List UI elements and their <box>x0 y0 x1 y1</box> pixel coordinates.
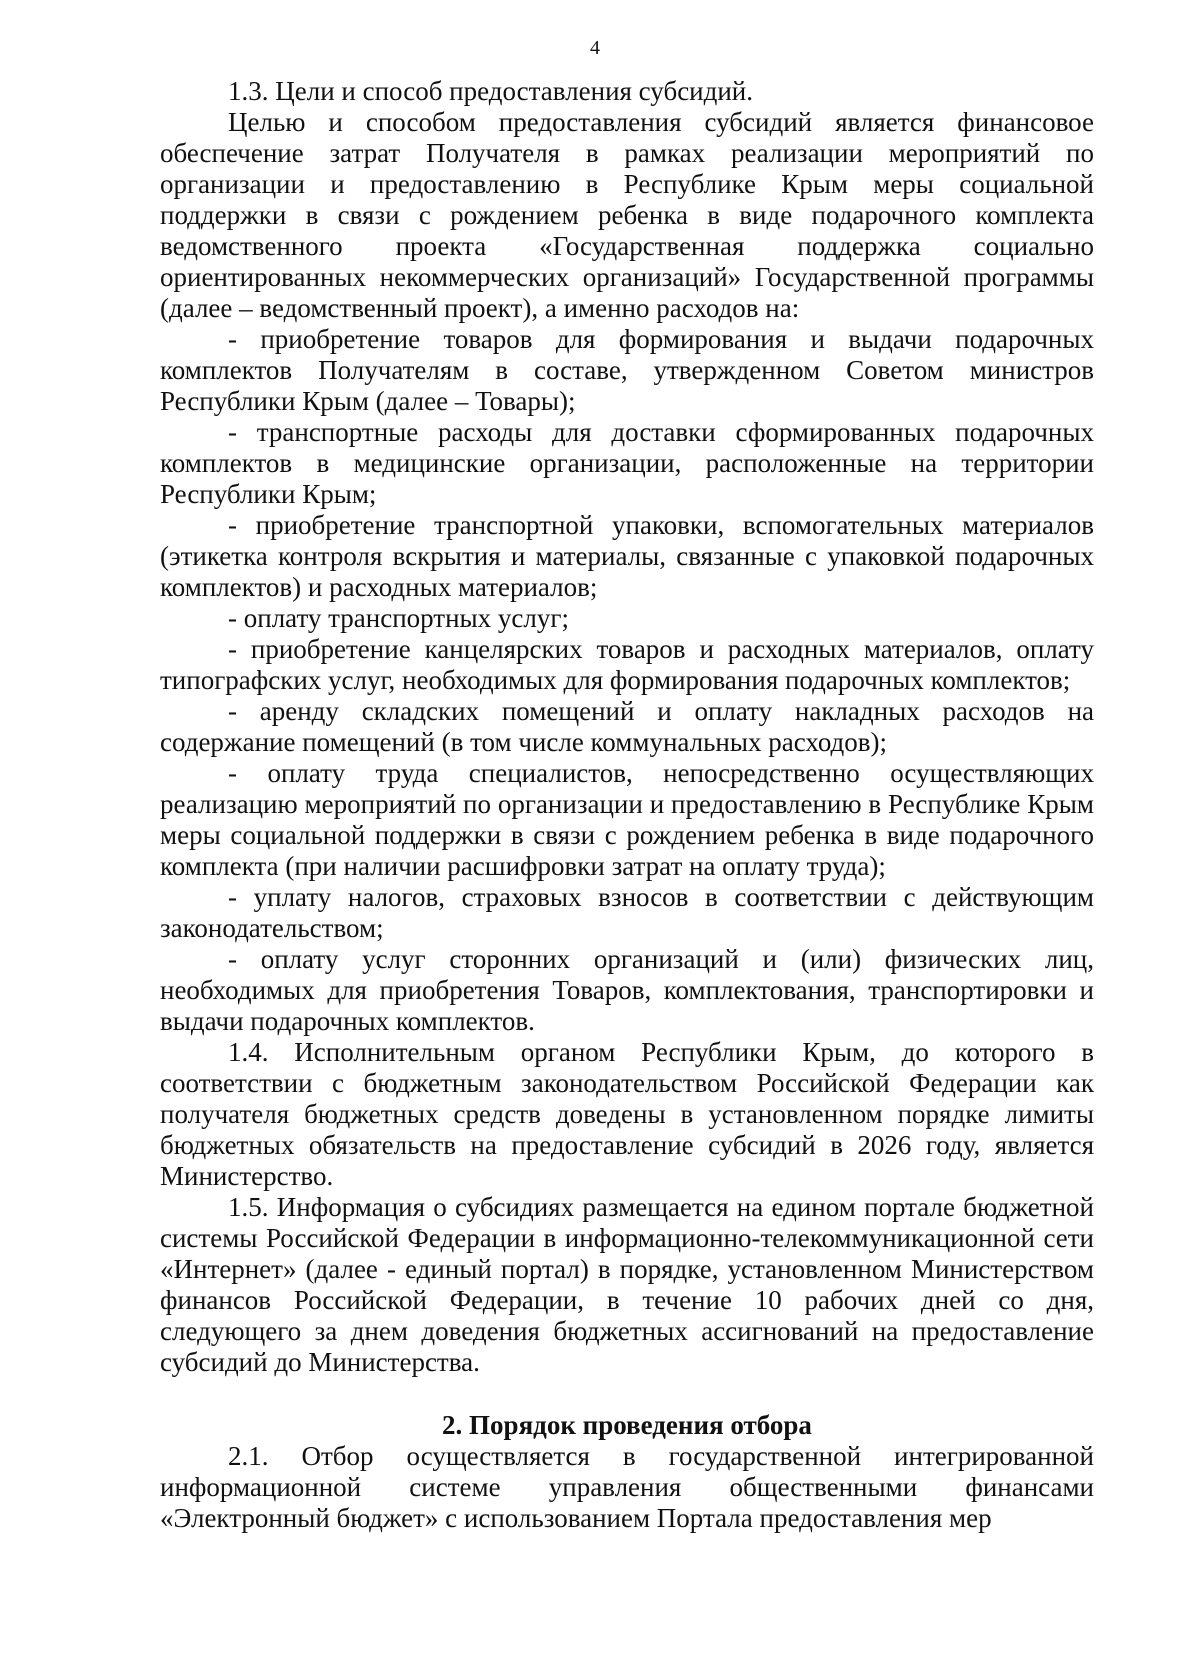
paragraph-2-1: 2.1. Отбор осуществляется в государственной интегрированной информационной системе управления общественными финансами «Электронный бюджет» с использованием Портала предоставления мер <box>160 1441 1094 1533</box>
list-item-packaging: - приобретение транспортной упаковки, вспомогательных материалов (этикетка контроля вскрытия и материалы, связанные с упаковкой подарочных комплектов) и расходных материалов; <box>160 510 1094 602</box>
section-2-heading: 2. Порядок проведения отбора <box>442 1410 812 1440</box>
list-item-stationery: - приобретение канцелярских товаров и расходных материалов, оплату типографских услуг, необходимых для формирования подарочных комплектов; <box>160 634 1094 695</box>
paragraph-1-3-title: 1.3. Цели и способ предоставления субсидий. <box>228 76 754 106</box>
list-item-goods: - приобретение товаров для формирования и выдачи подарочных комплектов Получателям в составе, утвержденном Советом министров Республики Крым (далее – Товары); <box>160 324 1094 416</box>
list-item-labor: - оплату труда специалистов, непосредственно осуществляющих реализацию мероприятий по организации и предоставлению в Республике Крым меры социальной поддержки в связи с рождением ребенка в виде подарочного комплекта (при наличии расшифровки затрат на оплату труда); <box>160 758 1094 881</box>
section-gap <box>160 1378 1094 1410</box>
list-item-third-party-services: - оплату услуг сторонних организаций и (или) физических лиц, необходимых для приобретения Товаров, комплектования, транспортировки и выдачи подарочных комплектов. <box>160 944 1094 1036</box>
list-item-transport-services: - оплату транспортных услуг; <box>228 603 569 633</box>
list-item-taxes: - уплату налогов, страховых взносов в соответствии с действующим законодательством; <box>160 882 1094 943</box>
paragraph-1-5: 1.5. Информация о субсидиях размещается на едином портале бюджетной системы Российской Федерации в информационно-телекоммуникационной сети «Интернет» (далее - единый портал) в порядке, установленном Министерством финансов Российской Федерации, в течение 10 рабочих дней со дня, следующего за днем доведения бюджетных ассигнований на предоставление субсидий до Министерства. <box>160 1192 1094 1377</box>
list-item-warehouse-rent: - аренду складских помещений и оплату накладных расходов на содержание помещений (в том числе коммунальных расходов); <box>160 696 1094 757</box>
page-number: 4 <box>590 37 600 59</box>
document-body <box>160 76 1094 1534</box>
paragraph-1-4: 1.4. Исполнительным органом Республики Крым, до которого в соответствии с бюджетным законодательством Российской Федерации как получателя бюджетных средств доведены в установленном порядке лимиты бюджетных обязательств на предоставление субсидий в 2026 году, является Министерство. <box>160 1037 1094 1191</box>
paragraph-purpose: Целью и способом предоставления субсидий является финансовое обеспечение затрат Получателя в рамках реализации мероприятий по организации и предоставлению в Республике Крым меры социальной поддержки в связи с рождением ребенка в виде подарочного комплекта ведомственного проекта «Государственная поддержка социально ориентированных некоммерческих организаций» Государственной программы (далее – ведомственный проект), а именно расходов на: <box>160 107 1094 323</box>
list-item-transport-costs: - транспортные расходы для доставки сформированных подарочных комплектов в медицинские организации, расположенные на территории Республики Крым; <box>160 417 1094 509</box>
